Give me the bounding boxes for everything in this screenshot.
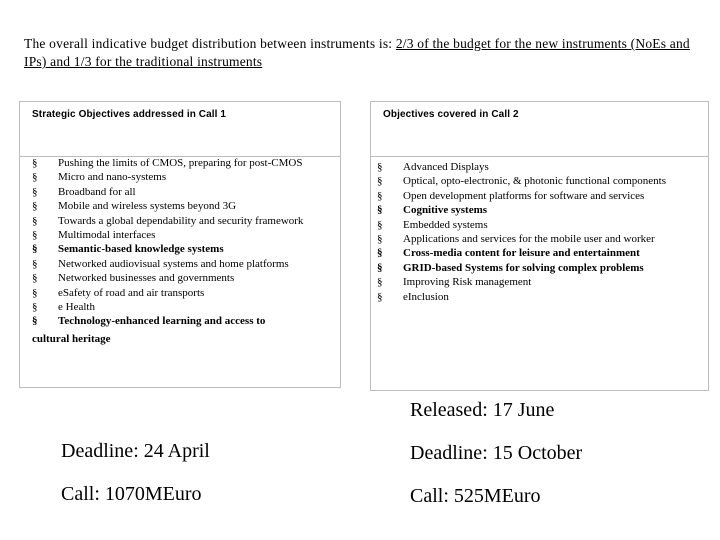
objective-item: [32, 286, 303, 300]
objective-item: [32, 242, 303, 256]
bullet-icon: §: [32, 185, 38, 198]
objective-item: [32, 170, 303, 184]
objective-text: Pushing the limits of CMOS, preparing for post-CMOS: [58, 157, 303, 169]
budget-intro-text: [24, 35, 694, 71]
call2-budget: Call: 525MEuro: [410, 485, 541, 507]
objective-text: Improving Risk management: [403, 276, 532, 289]
call2-objectives-list: [377, 160, 666, 304]
objective-item: [377, 160, 666, 174]
call2-objectives-box: [370, 101, 709, 391]
bullet-icon: §: [377, 189, 383, 202]
bullet-icon: §: [32, 315, 38, 328]
objective-text: Cross-media content for leisure and entertainment: [403, 247, 640, 260]
objective-item: [32, 214, 303, 228]
objective-text: Networked businesses and governments: [58, 272, 235, 285]
call2-header-cell: [371, 102, 708, 157]
objective-item: [32, 185, 303, 199]
objective-item: [32, 156, 303, 170]
bullet-icon: §: [32, 229, 38, 242]
objective-text: Networked audiovisual systems and home platforms: [58, 257, 289, 270]
bullet-icon: §: [32, 214, 38, 227]
objective-item: [377, 189, 666, 203]
objective-text: Semantic-based knowledge systems: [58, 243, 224, 256]
objective-item: [377, 203, 666, 217]
objective-text: Embedded systems: [403, 218, 488, 231]
objective-text: Mobile and wireless systems beyond 3G: [58, 200, 237, 213]
objective-text: e Health: [58, 301, 95, 314]
intro-plain: The overall indicative budget distribution between instruments is:: [24, 36, 396, 51]
call1-continuation: cultural heritage: [32, 333, 111, 345]
objective-item: [32, 271, 303, 285]
objective-text: Towards a global dependability and security framework: [58, 214, 304, 227]
objective-item: [32, 257, 303, 271]
objective-text: Multimodal interfaces: [58, 229, 156, 242]
objective-text: eInclusion: [403, 290, 449, 303]
bullet-icon: §: [377, 247, 383, 260]
objective-text: GRID-based Systems for solving complex problems: [403, 261, 644, 274]
bullet-icon: §: [377, 233, 383, 246]
objective-item: [377, 218, 666, 232]
bullet-icon: §: [377, 175, 383, 188]
intro-underlined: 2/3 of the budget for the new instruments (NoEs and IPs) and 1/3 for the traditional instruments: [24, 36, 690, 69]
call2-header: Objectives covered in Call 2: [383, 109, 519, 120]
objective-item: [32, 314, 303, 328]
call1-budget: Call: 1070MEuro: [61, 483, 202, 505]
bullet-icon: §: [32, 243, 38, 256]
bullet-icon: §: [32, 157, 38, 169]
objective-item: [377, 275, 666, 289]
objective-text: Advanced Displays: [403, 161, 489, 173]
bullet-icon: §: [377, 261, 383, 274]
call1-objectives-list: [32, 156, 303, 329]
call1-header: Strategic Objectives addressed in Call 1: [32, 109, 227, 120]
bullet-icon: §: [377, 218, 383, 231]
bullet-icon: §: [32, 200, 38, 213]
bullet-icon: §: [377, 204, 383, 217]
objective-text: eSafety of road and air transports: [58, 286, 205, 299]
objective-item: [377, 261, 666, 275]
bullet-icon: §: [32, 257, 38, 270]
call2-deadline: Deadline: 15 October: [410, 442, 583, 464]
bullet-icon: §: [32, 301, 38, 314]
objective-text: Micro and nano-systems: [58, 171, 167, 184]
bullet-icon: §: [377, 276, 383, 289]
bullet-icon: §: [32, 286, 38, 299]
bullet-icon: §: [377, 290, 383, 303]
bullet-icon: §: [32, 171, 38, 184]
objective-item: [32, 300, 303, 314]
call1-deadline: Deadline: 24 April: [61, 440, 210, 462]
bullet-icon: §: [377, 161, 383, 173]
objective-item: [32, 199, 303, 213]
objective-item: [377, 232, 666, 246]
objective-text: Cognitive systems: [403, 204, 488, 217]
objective-item: [32, 228, 303, 242]
objective-item: [377, 290, 666, 304]
objective-item: [377, 174, 666, 188]
call2-released: Released: 17 June: [410, 399, 555, 421]
objective-text: Optical, opto-electronic, & photonic functional components: [403, 175, 667, 188]
objective-text: Technology-enhanced learning and access to: [58, 315, 266, 328]
objective-item: [377, 246, 666, 260]
bullet-icon: §: [32, 272, 38, 285]
objective-text: Open development platforms for software and services: [403, 189, 645, 202]
call1-header-cell: [20, 102, 340, 157]
objective-text: Applications and services for the mobile user and worker: [403, 233, 655, 246]
objective-text: Broadband for all: [58, 185, 136, 198]
call1-objectives-box: [19, 101, 341, 388]
